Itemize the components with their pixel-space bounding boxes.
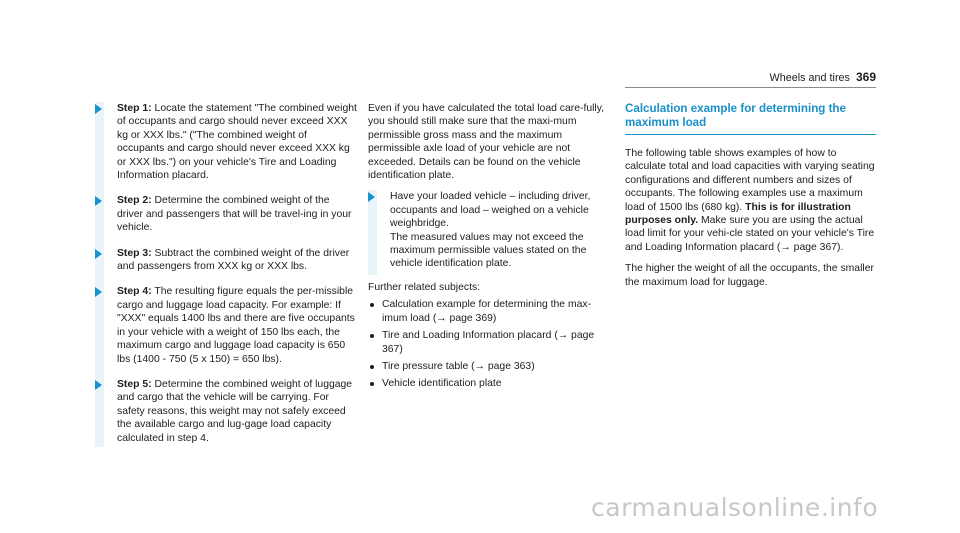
watermark: carmanualsonline.info [591, 493, 879, 522]
link-text[interactable]: Vehicle identification plate [382, 378, 502, 390]
section-title: Wheels and tires [769, 72, 850, 84]
para-text: The following table shows examples of how to calculate total and load capacities with varying seating configurations and different numbers and sizes of occupants. The following examples use a maximum load of 1500 lbs (680 kg). [625, 148, 875, 213]
step-4 [95, 285, 357, 377]
arrow-right-icon [95, 249, 102, 259]
paragraph-1 [625, 147, 876, 254]
step-label: Step 1: [117, 103, 152, 114]
column-2 [368, 102, 616, 395]
step-label: Step 4: [117, 286, 152, 298]
link-text[interactable]: Tire pressure table (→ page 363) [382, 360, 535, 372]
step-text: Determine the combined weight of the driver and passengers that will be travel‐ing in your vehicle. [117, 195, 352, 234]
step-bar [95, 285, 104, 377]
arrow-right-icon [368, 192, 375, 202]
further-label: Further related subjects: [368, 281, 481, 293]
step-text: Subtract the combined weight of the driver and passengers from XXX kg or XXX lbs. [117, 247, 350, 273]
step-bar [368, 190, 377, 274]
bullet-icon [370, 365, 374, 369]
para-bold: This is for illustration purposes only. [625, 201, 851, 227]
list-item[interactable] [368, 329, 616, 356]
step-text: Determine the combined weight of luggage and cargo that the vehicle will be carrying. For safety reasons, this weight may not safely exceed the available cargo and lug‐gage load capacity calculated in step 4. [117, 378, 353, 444]
page-header [770, 71, 876, 85]
arrow-right-icon [95, 380, 102, 390]
intro-paragraph: Even if you have calculated the total load care‐fully, you should still make sure that the maxi‐mum permissible gross mass and the maximum permissible axle load of your vehicle are not exceeded. Details can be found on the vehicle identification plate. [368, 103, 605, 182]
arrow-right-icon [95, 104, 102, 114]
step-5 [95, 378, 357, 447]
step-bar [95, 102, 104, 194]
step-text: Locate the statement "The combined weight of occupants and cargo should never exceed XXX kg or XXX lbs." ("The combined weight of occupants and cargo should never exceed XXX kg or XXX lbs.") on your vehicle's Tire and Loading Information placard. [117, 103, 357, 182]
related-list [368, 298, 616, 390]
para-text: Make sure you are using the actual load limit for your vehi‐cle stated on your vehicle's Tire and Loading Information placard (→ page 367). [625, 215, 875, 253]
list-item[interactable] [368, 298, 616, 325]
paragraph-2: The higher the weight of all the occupants, the smaller the maximum load for luggage. [625, 263, 874, 288]
step-text: The resulting figure equals the per‐missible cargo and luggage load capacity. For example: If "XXX" equals 1400 lbs and there are five occupants in your vehicle with a weight of 150 lbs each, the maximum cargo and luggage load capacity is 650 lbs (1400 - 750 (5 x 150) = 650 lbs). [117, 286, 355, 365]
header-rule [625, 87, 876, 88]
column-1 [95, 102, 357, 447]
link-text[interactable]: Calculation example for determining the max‐imum load (→ page 369) [382, 299, 592, 324]
page-number: 369 [855, 70, 876, 84]
bullet-icon [370, 303, 374, 307]
bullet-icon [370, 382, 374, 386]
list-item[interactable] [368, 360, 616, 373]
list-item[interactable] [368, 377, 616, 390]
step-label: Step 3: [117, 247, 152, 259]
step-1 [95, 102, 357, 194]
arrow-right-icon [95, 287, 102, 297]
column-3 [625, 102, 876, 297]
action-note: The measured values may not exceed the maximum permissible values stated on the vehicle identification plate. [390, 231, 587, 270]
step-3 [95, 247, 357, 286]
section-heading: Calculation example for determining the maximum load [625, 102, 876, 135]
step-2 [95, 194, 357, 246]
action-text: Have your loaded vehicle – including driver, occupants and load – weighed on a vehicle weighbridge. [390, 191, 591, 230]
link-text[interactable]: Tire and Loading Information placard (→ page 367) [382, 330, 595, 355]
step-label: Step 5: [117, 378, 152, 390]
step-label: Step 2: [117, 195, 152, 207]
bullet-icon [370, 334, 374, 338]
action-step [368, 190, 616, 274]
arrow-right-icon [95, 196, 102, 206]
